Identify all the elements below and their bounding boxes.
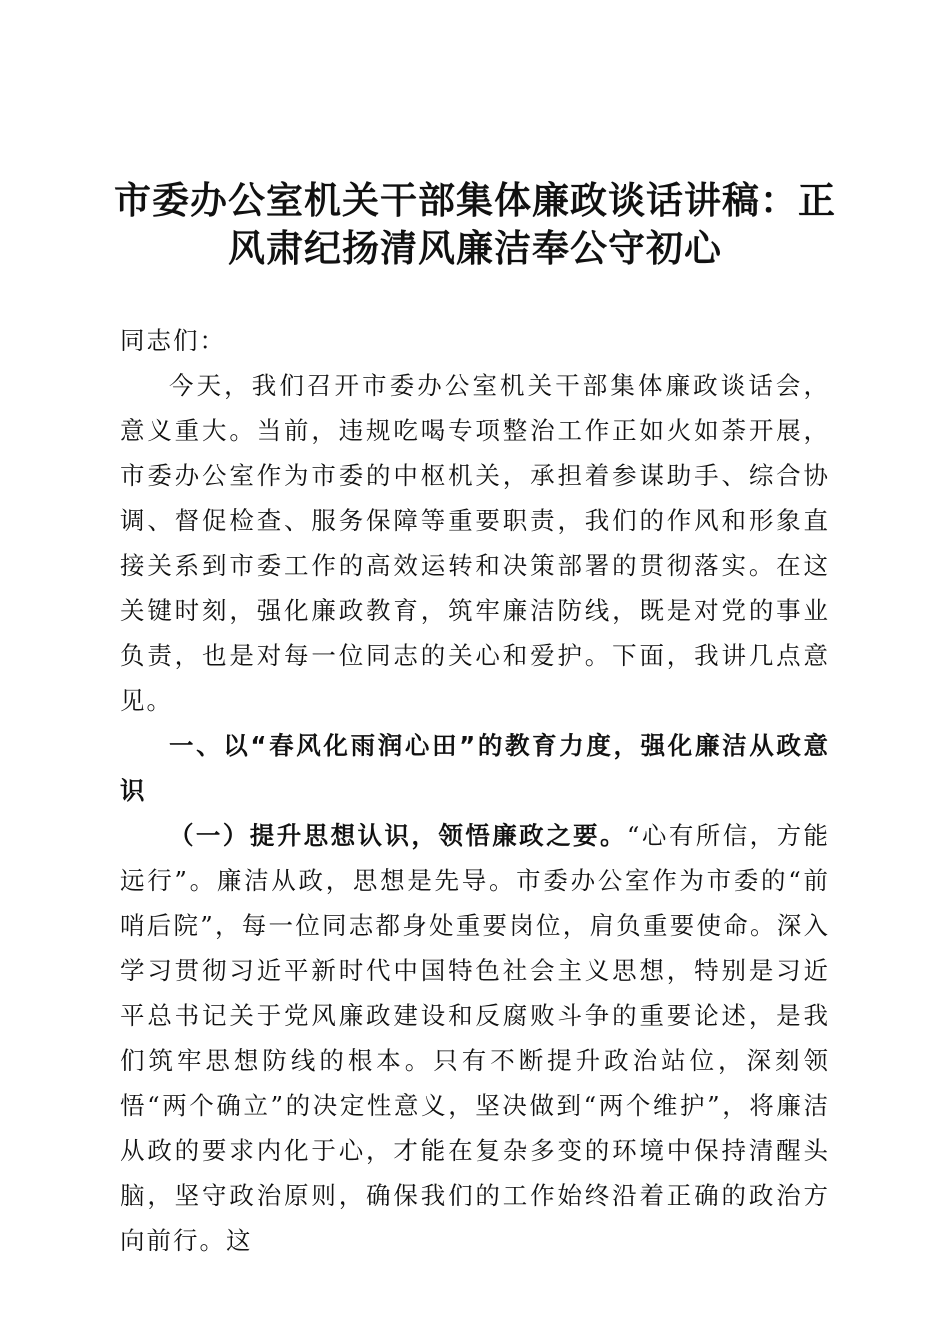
salutation: 同志们： <box>120 326 226 355</box>
document-title: 市委办公室机关干部集体廉政谈话讲稿：正风肃纪扬清风廉洁奉公守初心 <box>114 178 836 270</box>
document-body <box>120 318 830 1263</box>
subsection-body-1: “心有所信，方能远行”。廉洁从政，思想是先导。市委办公室作为市委的“前哨后院”，每一位同志都身处重要岗位，肩负重要使命。深入学习贯彻习近平新时代中国特色社会主义思想，特别是习近平总书记关于党风廉政建设和反腐败斗争的重要论述，是我们筑牢思想防线的根本。只有不断提升政治站位，深刻领悟“两个确立”的决定性意义，坚决做到“两个维护”，将廉洁从政的要求内化于心，才能在复杂多变的环境中保持清醒头脑，坚守政治原则，确保我们的工作始终沿着正确的政治方向前行。这 <box>120 821 830 1255</box>
intro-paragraph: 今天，我们召开市委办公室机关干部集体廉政谈话会，意义重大。当前，违规吃喝专项整治工作正如火如荼开展，市委办公室作为市委的中枢机关，承担着参谋助手、综合协调、督促检查、服务保障等重要职责，我们的作风和形象直接关系到市委工作的高效运转和决策部署的贯彻落实。在这关键时刻，强化廉政教育，筑牢廉洁防线，既是对党的事业负责，也是对每一位同志的关心和爱护。下面，我讲几点意见。 <box>120 371 830 715</box>
subsection-paragraph-1 <box>120 813 830 1263</box>
subsection-heading-1: （一）提升思想认识，领悟廉政之要。 <box>169 821 627 850</box>
section-heading-1: 一、以“春风化雨润心田”的教育力度，强化廉洁从政意识 <box>120 731 830 805</box>
